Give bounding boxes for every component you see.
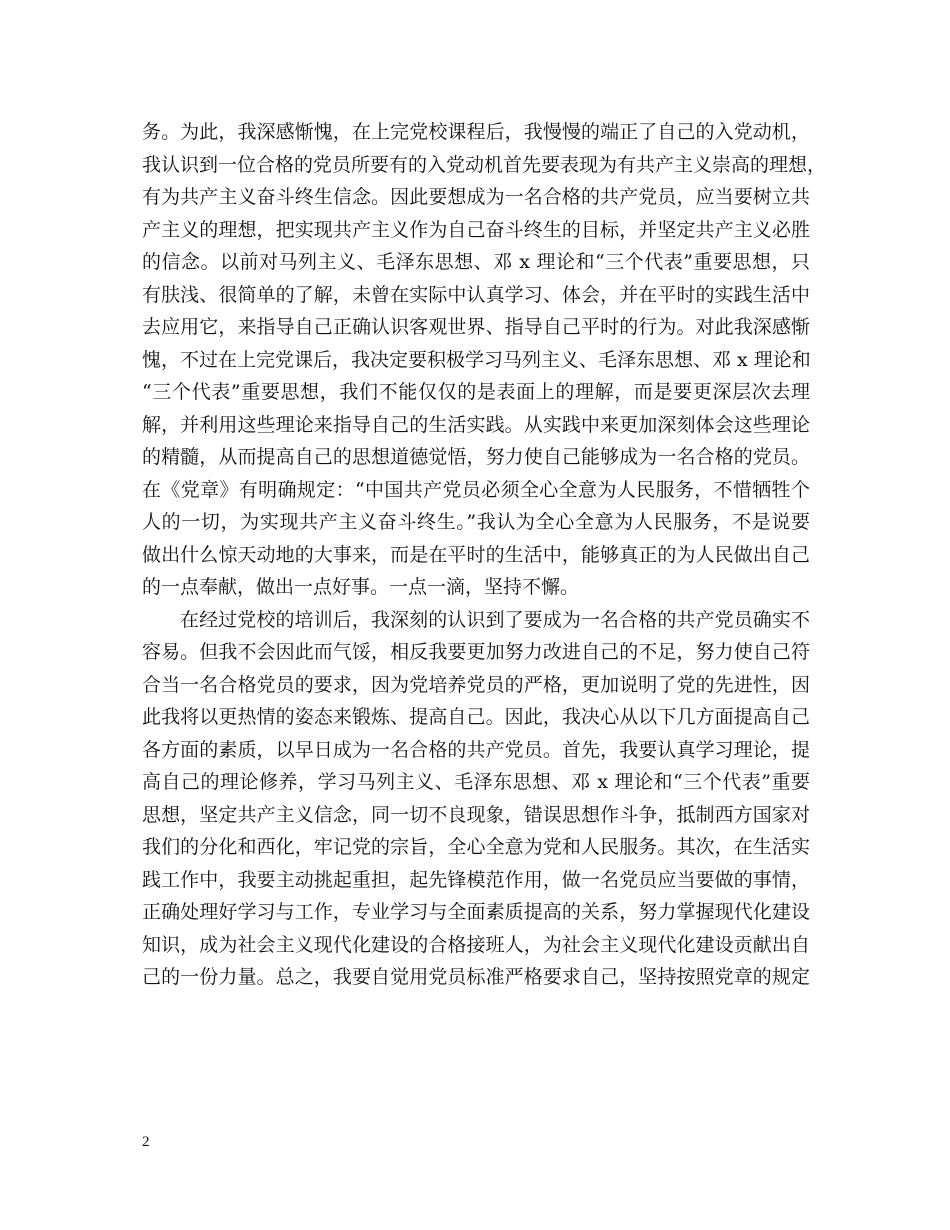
paragraph — [142, 116, 827, 604]
text-line: 我认识到一位合格的党员所要有的入党动机首先要表现为有共产主义崇高的理想， — [142, 153, 827, 176]
text-line: “三个代表”重要思想，我们不能仅仅的是表面上的理解，而是要更深层次去理 — [142, 381, 810, 403]
text-line: 各方面的素质，以早日成为一名合格的共产党员。首先，我要认真学习理论，提 — [142, 738, 810, 761]
text-line: 做出什么惊天动地的大事来，而是在平时的生活中，能够真正的为人民做出自己 — [142, 543, 810, 566]
text-line: 解，并利用这些理论来指导自己的生活实践。从实践中来更加深刻体会这些理论 — [142, 413, 810, 436]
paragraph — [142, 604, 810, 994]
text-line: 正确处理好学习与工作，专业学习与全面素质提高的关系，努力掌握现代化建设 — [142, 901, 810, 923]
text-line: 务。为此，我深感惭愧，在上完党校课程后，我慢慢的端正了自己的入党动机， — [142, 121, 810, 143]
page-number: 2 — [142, 1134, 150, 1150]
text-line: 容易。但我不会因此而气馁，相反我要更加努力改进自己的不足，努力使自己符 — [142, 641, 810, 663]
text-line: 合当一名合格党员的要求，因为党培养党员的严格，更加说明了党的先进性，因 — [142, 673, 810, 696]
text-line: 知识，成为社会主义现代化建设的合格接班人，为社会主义现代化建设贡献出自 — [142, 933, 810, 956]
text-line: 有为共产主义奋斗终生信念。因此要想成为一名合格的共产党员，应当要树立共 — [142, 186, 810, 208]
text-line: 此我将以更热情的姿态来锻炼、提高自己。因此，我决心从以下几方面提高自己 — [142, 706, 810, 728]
text-line: 的信念。以前对马列主义、毛泽东思想、邓 x 理论和“三个代表”重要思想，只 — [142, 251, 810, 273]
text-line: 高自己的理论修养，学习马列主义、毛泽东思想、邓 x 理论和“三个代表”重要 — [142, 771, 810, 793]
text-line: 愧，不过在上完党课后，我决定要积极学习马列主义、毛泽东思想、邓 x 理论和 — [142, 348, 811, 371]
document-body — [142, 116, 827, 994]
text-line: 思想，坚定共产主义信念，同一切不良现象，错误思想作斗争，抵制西方国家对 — [142, 803, 810, 826]
text-line: 己的一份力量。总之，我要自觉用党员标准严格要求自己，坚持按照党章的规定 — [142, 966, 810, 988]
text-line: 产主义的理想，把实现共产主义作为自己奋斗终生的目标，并坚定共产主义必胜 — [142, 218, 810, 241]
text-line: 我们的分化和西化，牢记党的宗旨，全心全意为党和人民服务。其次，在生活实 — [142, 836, 810, 858]
text-line: 的一点奉献，做出一点好事。一点一滴，坚持不懈。 — [142, 576, 580, 598]
text-line: 在《党章》有明确规定：“中国共产党员必须全心全意为人民服务，不惜牺牲个 — [142, 478, 810, 501]
text-line: 人的一切，为实现共产主义奋斗终生。”我认为全心全意为人民服务，不是说要 — [142, 511, 810, 533]
text-line: 有肤浅、很简单的了解，未曾在实际中认真学习、体会，并在平时的实践生活中 — [142, 283, 810, 306]
text-line: 践工作中，我要主动挑起重担，起先锋模范作用，做一名党员应当要做的事情， — [142, 868, 810, 891]
text-line: 在经过党校的培训后，我深刻的认识到了要成为一名合格的共产党员确实不 — [180, 608, 810, 631]
text-line: 的精髓，从而提高自己的思想道德觉悟，努力使自己能够成为一名合格的党员。 — [142, 446, 810, 468]
text-line: 去应用它，来指导自己正确认识客观世界、指导自己平时的行为。对此我深感惭 — [142, 316, 810, 338]
